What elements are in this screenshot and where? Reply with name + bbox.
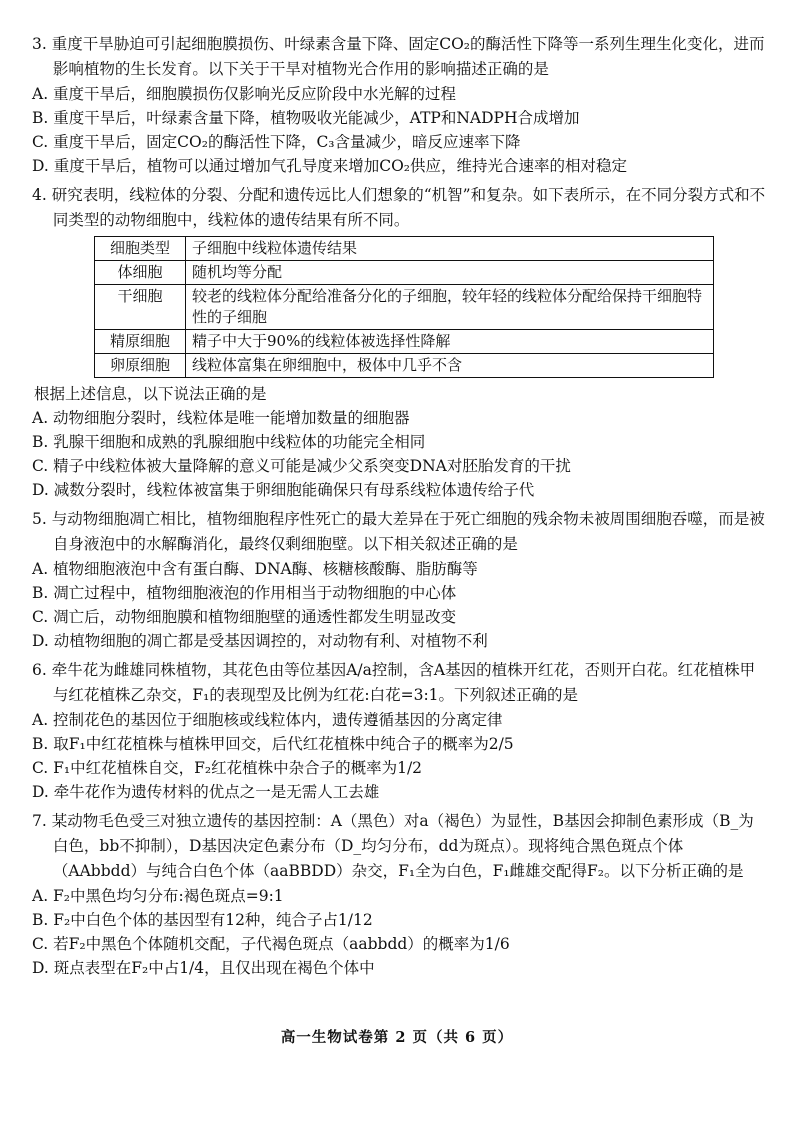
table-cell: 较老的线粒体分配给准备分化的子细胞，较年轻的线粒体分配给保持干细胞特性的子细胞: [186, 285, 714, 330]
option-b: B. 乳腺干细胞和成熟的乳腺细胞中线粒体的功能完全相同: [32, 433, 426, 451]
option-c: C. 若F₂中黑色个体随机交配，子代褐色斑点（aabbdd）的概率为1/6: [32, 935, 510, 953]
table-row: [95, 354, 714, 378]
table-cell: 线粒体富集在卵细胞中，极体中几乎不含: [186, 354, 714, 378]
question-stem: [32, 658, 768, 708]
option-d: D. 牵牛花作为遗传材料的优点之一是无需人工去雄: [32, 783, 380, 801]
question-stem: [32, 183, 768, 233]
table-header-row: [95, 237, 714, 261]
table-row: [95, 330, 714, 354]
table-cell: 干细胞: [95, 285, 186, 330]
question-text: 研究表明，线粒体的分裂、分配和遗传远比人们想象的“机智”和复杂。如下表所示，在不同分裂方式和不同类型的动物细胞中，线粒体的遗传结果有所不同。: [51, 186, 766, 229]
option-a: A. 重度干旱后，细胞膜损伤仅影响光反应阶段中水光解的过程: [32, 85, 457, 103]
option-a: A. 植物细胞液泡中含有蛋白酶、DNA酶、核糖核酸酶、脂肪酶等: [32, 560, 478, 578]
table-cell: 体细胞: [95, 261, 186, 285]
question-6: [32, 658, 768, 804]
option-c: C. 重度干旱后，固定CO₂的酶活性下降，C₃含量减少，暗反应速率下降: [32, 133, 521, 151]
option-d: D. 减数分裂时，线粒体被富集于卵细胞能确保只有母系线粒体遗传给子代: [32, 481, 535, 499]
option-c: C. 精子中线粒体被大量降解的意义可能是减少父系突变DNA对胚胎发育的干扰: [32, 457, 571, 475]
table-header-cell: 细胞类型: [95, 237, 186, 261]
question-text: 重度干旱胁迫可引起细胞膜损伤、叶绿素含量下降、固定CO₂的酶活性下降等一系列生理生化变化，进而影响植物的生长发育。以下关于干旱对植物光合作用的影响描述正确的是: [51, 35, 765, 78]
table-cell: 随机均等分配: [186, 261, 714, 285]
question-number: 5.: [32, 510, 47, 528]
option-a: A. F₂中黑色均匀分布:褐色斑点=9:1: [32, 887, 284, 905]
option-d: D. 斑点表型在F₂中占1/4，且仅出现在褐色个体中: [32, 959, 375, 977]
question-text: 与动物细胞凋亡相比，植物细胞程序性死亡的最大差异在于死亡细胞的残余物未被周围细胞吞噬，而是被自身液泡中的水解酶消化，最终仅剩细胞壁。以下相关叙述正确的是: [51, 510, 765, 553]
question-text: 某动物毛色受三对独立遗传的基因控制：A（黑色）对a（褐色）为显性，B基因会抑制色素形成（B_为白色，bb不抑制），D基因决定色素分布（D_均匀分布，dd为斑点）。现将纯合黑色斑点个体（AAbbdd）与纯合白色个体（aaBBDD）杂交，F₁全为白色，F₁雌雄交配得F₂。以下分析正确的是: [51, 812, 754, 880]
option-c: C. F₁中红花植株自交，F₂红花植株中杂合子的概率为1/2: [32, 759, 423, 777]
table-header-cell: 子细胞中线粒体遗传结果: [186, 237, 714, 261]
question-3: [32, 32, 768, 178]
question-stem: [32, 809, 768, 884]
table-row: [95, 285, 714, 330]
option-b: B. F₂中白色个体的基因型有12种，纯合子占1/12: [32, 911, 373, 929]
option-d: D. 重度干旱后，植物可以通过增加气孔导度来增加CO₂供应，维持光合速率的相对稳定: [32, 157, 628, 175]
question-5: [32, 507, 768, 653]
question-number: 4.: [32, 186, 47, 204]
question-7: [32, 809, 768, 980]
question-number: 7.: [32, 812, 47, 830]
option-b: B. 凋亡过程中，植物细胞液泡的作用相当于动物细胞的中心体: [32, 584, 457, 602]
question-lead: 根据上述信息，以下说法正确的是: [34, 385, 267, 403]
option-c: C. 凋亡后，动物细胞膜和植物细胞壁的通透性都发生明显改变: [32, 608, 457, 626]
mitochondria-table: [94, 236, 714, 378]
table-cell: 精子中大于90%的线粒体被选择性降解: [186, 330, 714, 354]
question-stem: [32, 507, 768, 557]
page-footer: 高一生物试卷第 2 页（共 6 页）: [280, 1029, 514, 1046]
table-cell: 卵原细胞: [95, 354, 186, 378]
question-4: [32, 183, 768, 502]
question-number: 3.: [32, 35, 47, 53]
option-d: D. 动植物细胞的凋亡都是受基因调控的，对动物有利、对植物不利: [32, 632, 488, 650]
question-stem: [32, 32, 768, 82]
option-a: A. 动物细胞分裂时，线粒体是唯一能增加数量的细胞器: [32, 409, 410, 427]
option-a: A. 控制花色的基因位于细胞核或线粒体内，遗传遵循基因的分离定律: [32, 711, 503, 729]
option-b: B. 重度干旱后，叶绿素含量下降，植物吸收光能减少，ATP和NADPH合成增加: [32, 109, 580, 127]
question-text: 牵牛花为雌雄同株植物，其花色由等位基因A/a控制，含A基因的植株开红花，否则开白花。红花植株甲与红花植株乙杂交，F₁的表现型及比例为红花:白花=3:1。下列叙述正确的是: [51, 661, 756, 704]
table-cell: 精原细胞: [95, 330, 186, 354]
question-number: 6.: [32, 661, 47, 679]
option-b: B. 取F₁中红花植株与植株甲回交，后代红花植株中纯合子的概率为2/5: [32, 735, 514, 753]
table-row: [95, 261, 714, 285]
